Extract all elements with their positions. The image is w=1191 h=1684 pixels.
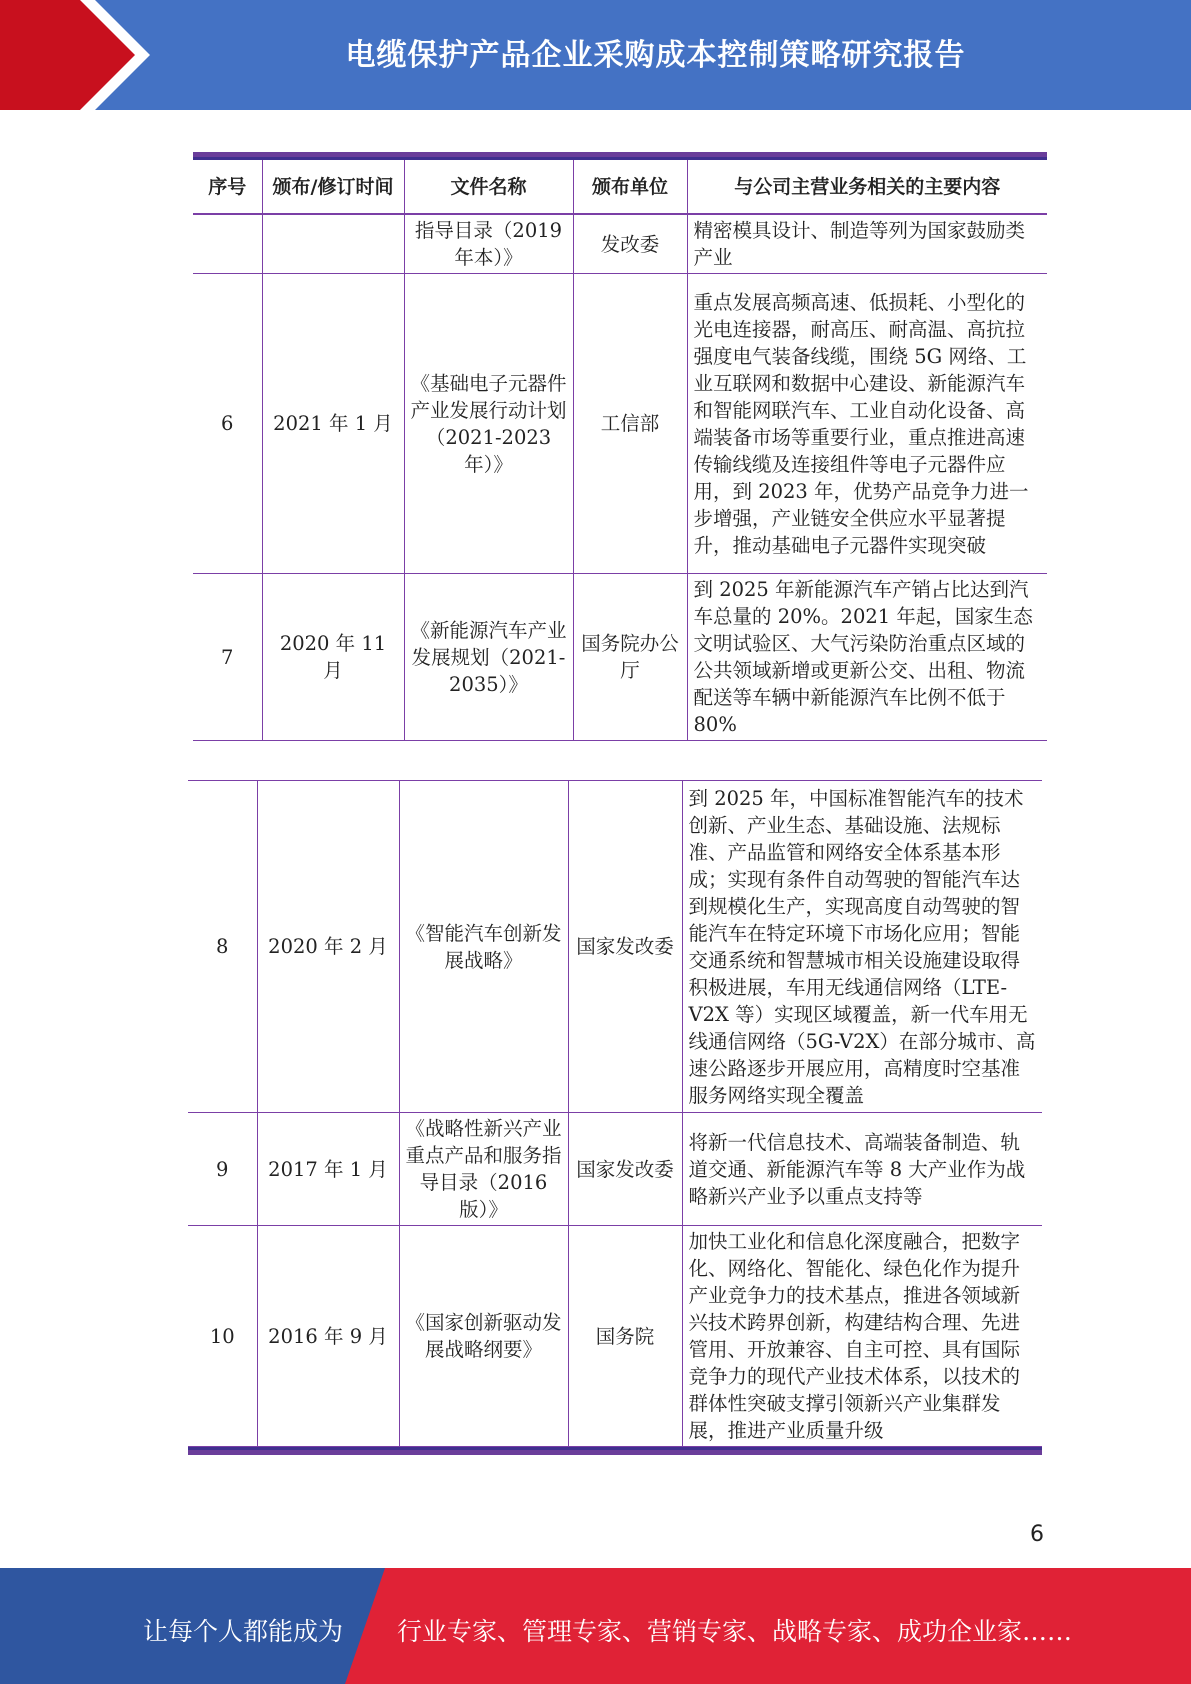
row-date: 2020 年 2 月 xyxy=(257,781,399,1113)
row-org: 国务院 xyxy=(568,1226,682,1447)
row-doc-name: 《国家创新驱动发展战略纲要》 xyxy=(399,1226,568,1447)
row-content: 到 2025 年，中国标准智能汽车的技术创新、产业生态、基础设施、法规标准、产品监管和网络安全体系基本形成；实现有条件自动驾驶的智能汽车达到规模化生产，实现高度自动驾驶的智能汽车在特定环境下市场化应用；智能交通系统和智慧城市相关设施建设取得积极进展，车用无线通信网络（LTE-V2X 等）实现区域覆盖，新一代车用无线通信网络（5G-V2X）在部分城市、高速公路逐步开展应用，高精度时空基准服务网络实现全覆盖 xyxy=(682,781,1042,1113)
row-org: 工信部 xyxy=(573,274,687,574)
header-name: 文件名称 xyxy=(404,160,573,214)
row-doc-name: 《智能汽车创新发展战略》 xyxy=(399,781,568,1113)
row-no: 9 xyxy=(188,1113,257,1226)
row-content: 到 2025 年新能源汽车产销占比达到汽车总量的 20%。2021 年起，国家生态文明试验区、大气污染防治重点区域的公共领域新增或更新公交、出租、物流配送等车辆中新能源汽车比例不低于 80% xyxy=(687,574,1047,741)
row-content: 加快工业化和信息化深度融合，把数字化、网络化、智能化、绿色化作为提升产业竞争力的技术基点，推进各领域新兴技术跨界创新，构建结构合理、先进管用、开放兼容、自主可控、具有国际竞争力的现代产业技术体系，以技术的群体性突破支撑引领新兴产业集群发展，推进产业质量升级 xyxy=(682,1226,1042,1447)
table-row xyxy=(188,781,1042,1113)
table-row xyxy=(188,1113,1042,1226)
table-row xyxy=(193,214,1047,274)
row-no xyxy=(193,214,262,274)
row-date xyxy=(262,214,404,274)
row-date: 2017 年 1 月 xyxy=(257,1113,399,1226)
header-date: 颁布/修订时间 xyxy=(262,160,404,214)
table-top-rule xyxy=(193,152,1047,160)
report-title: 电缆保护产品企业采购成本控制策略研究报告 xyxy=(345,38,966,73)
table-row xyxy=(188,1226,1042,1447)
row-doc-name: 《战略性新兴产业重点产品和服务指导目录（2016 版）》 xyxy=(399,1113,568,1226)
row-no: 8 xyxy=(188,781,257,1113)
row-content: 精密模具设计、制造等列为国家鼓励类产业 xyxy=(687,214,1047,274)
table-row xyxy=(193,574,1047,741)
page-footer xyxy=(0,1568,1191,1684)
page-number: 6 xyxy=(1030,1522,1044,1547)
policy-table-part-2 xyxy=(188,780,1042,1455)
row-org: 发改委 xyxy=(573,214,687,274)
row-content: 将新一代信息技术、高端装备制造、轨道交通、新能源汽车等 8 大产业作为战略新兴产业予以重点支持等 xyxy=(682,1113,1042,1226)
header-content: 与公司主营业务相关的主要内容 xyxy=(687,160,1047,214)
header-org: 颁布单位 xyxy=(573,160,687,214)
policy-table-part-1 xyxy=(193,152,1047,741)
row-org: 国务院办公厅 xyxy=(573,574,687,741)
row-doc-name: 指导目录（2019年本）》 xyxy=(404,214,573,274)
row-doc-name: 《基础电子元器件产业发展行动计划（2021-2023年）》 xyxy=(404,274,573,574)
row-date: 2021 年 1 月 xyxy=(262,274,404,574)
page-header xyxy=(0,0,1191,110)
row-content: 重点发展高频高速、低损耗、小型化的光电连接器，耐高压、耐高温、高抗拉强度电气装备线缆，围绕 5G 网络、工业互联网和数据中心建设、新能源汽车和智能网联汽车、工业自动化设备、高端装备市场等重要行业，重点推进高速传输线缆及连接组件等电子元器件应用，到 2023 年，优势产品竞争力进一步增强，产业链安全供应水平显著提升，推动基础电子元器件实现突破 xyxy=(687,274,1047,574)
table-row xyxy=(193,274,1047,574)
footer-slogan-right: 行业专家、管理专家、营销专家、战略专家、成功企业家…… xyxy=(397,1617,1073,1646)
table-header-row xyxy=(193,160,1047,214)
table-bottom-rule xyxy=(188,1447,1042,1455)
row-no: 10 xyxy=(188,1226,257,1447)
row-doc-name: 《新能源汽车产业发展规划（2021-2035）》 xyxy=(404,574,573,741)
header-no: 序号 xyxy=(193,160,262,214)
row-date: 2016 年 9 月 xyxy=(257,1226,399,1447)
row-org: 国家发改委 xyxy=(568,781,682,1113)
row-no: 6 xyxy=(193,274,262,574)
row-org: 国家发改委 xyxy=(568,1113,682,1226)
row-date: 2020 年 11 月 xyxy=(262,574,404,741)
row-no: 7 xyxy=(193,574,262,741)
footer-slogan-left: 让每个人都能成为 xyxy=(143,1617,344,1646)
